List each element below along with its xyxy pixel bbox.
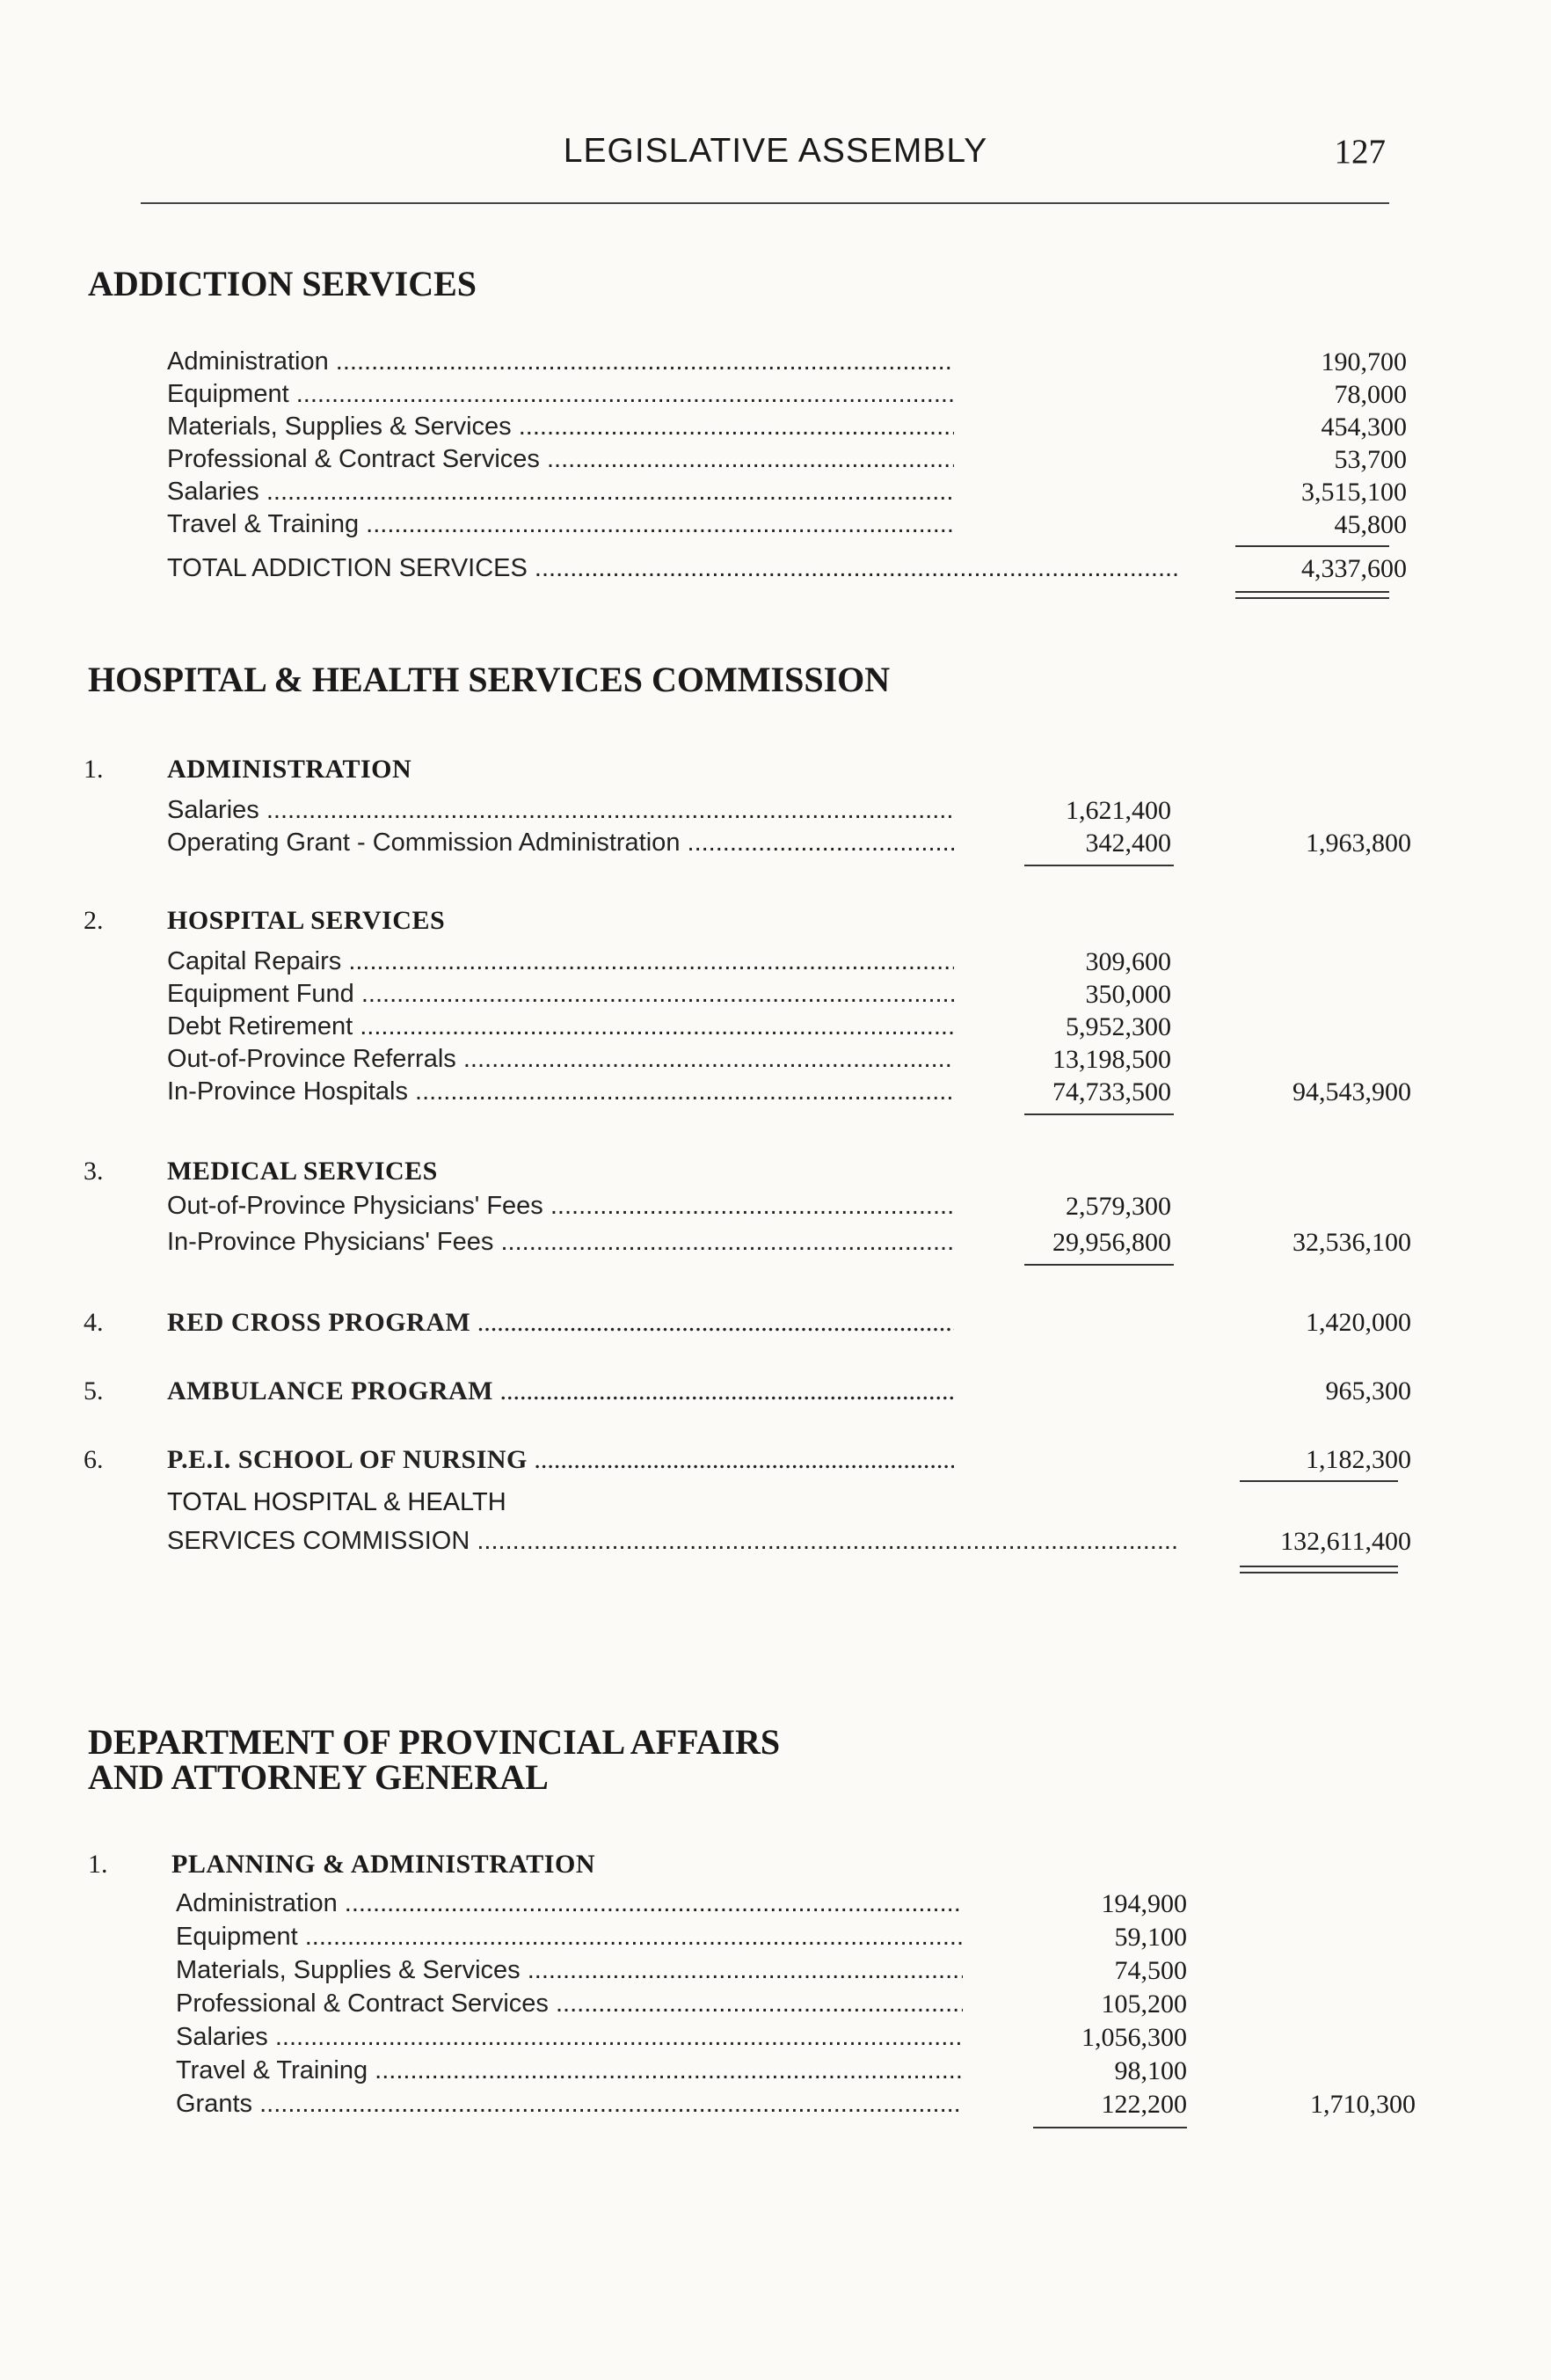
row-amount: 350,000: [1085, 980, 1171, 1009]
section-number: 6.: [84, 1445, 104, 1474]
row-amount: 74,733,500: [1052, 1077, 1171, 1106]
total-label: TOTAL ADDICTION SERVICES .....: [167, 554, 1178, 583]
addiction-row: [167, 412, 1407, 445]
subtotal-rule: [1024, 1264, 1174, 1266]
row-amount: 74,500: [1114, 1956, 1187, 1985]
subtotal-rule: [1033, 2127, 1187, 2128]
header-rule: [141, 202, 1389, 204]
row-amount: 190,700: [1321, 347, 1407, 376]
subtotal-rule: [1024, 1113, 1174, 1115]
section-subtotal: 1,963,800: [1306, 829, 1411, 858]
provincial-row: [176, 2023, 1407, 2055]
provincial-row: [176, 1889, 1407, 1922]
row-amount: 342,400: [1085, 829, 1171, 858]
section-name: AMBULANCE PROGRAM: [167, 1376, 493, 1405]
addiction-row: [167, 380, 1407, 412]
row-label: Materials, Supplies & Services .....: [176, 1956, 963, 1985]
hospital-program-row: [84, 1445, 1411, 1478]
running-title: LEGISLATIVE ASSEMBLY: [563, 132, 988, 170]
section-subtotal: 1,182,300: [1306, 1445, 1411, 1474]
section-heading: [88, 1850, 595, 1880]
section-number: 4.: [84, 1308, 104, 1337]
section-number: 2.: [84, 906, 104, 935]
provincial-row: [176, 1989, 1407, 2022]
page-number: 127: [1334, 133, 1386, 171]
row-amount: 105,200: [1101, 1989, 1187, 2019]
provincial-title-1: DEPARTMENT OF PROVINCIAL AFFAIRS: [88, 1722, 781, 1762]
section-subtotal: 94,543,900: [1292, 1077, 1411, 1106]
hospital-total-label-1: TOTAL HOSPITAL & HEALTH: [167, 1488, 506, 1516]
provincial-row: [176, 1923, 1407, 1955]
row-label: Salaries .....: [167, 478, 954, 507]
addiction-total-row: [167, 554, 1407, 587]
addiction-row: [167, 445, 1407, 478]
total-double-rule: [1235, 591, 1389, 599]
hospital-row: [167, 1077, 1411, 1110]
subtotal-rule: [1240, 1480, 1398, 1482]
total-amount: 4,337,600: [1301, 554, 1407, 583]
row-amount: 194,900: [1101, 1889, 1187, 1918]
hospital-program-row: [84, 1308, 1411, 1340]
row-label: Professional & Contract Services .....: [167, 445, 954, 474]
hospital-total-row: [167, 1527, 1411, 1559]
row-label: [84, 1445, 954, 1475]
subtotal-rule: [1235, 545, 1389, 547]
row-amount: 13,198,500: [1052, 1045, 1171, 1074]
row-label: Travel & Training .....: [167, 510, 954, 539]
hospital-row: [167, 1192, 1398, 1224]
hospital-row: [167, 1012, 1398, 1045]
section-name: ADMINISTRATION: [167, 755, 412, 784]
row-label: In-Province Physicians' Fees .....: [167, 1228, 954, 1257]
addiction-row: [167, 347, 1407, 380]
row-amount: 1,621,400: [1066, 796, 1171, 825]
row-label: Equipment Fund .....: [167, 980, 954, 1009]
row-label: Capital Repairs .....: [167, 947, 954, 976]
section-name: MEDICAL SERVICES: [167, 1157, 438, 1186]
row-amount: 2,579,300: [1066, 1192, 1171, 1221]
page-header: [0, 132, 1551, 181]
section-number: 1.: [88, 1850, 108, 1879]
hospital-row: [167, 796, 1398, 829]
row-label: [84, 1376, 954, 1406]
row-amount: 45,800: [1334, 510, 1407, 539]
row-label: Travel & Training .....: [176, 2056, 963, 2085]
row-amount: 98,100: [1114, 2056, 1187, 2085]
row-label: Administration .....: [167, 347, 954, 376]
total-double-rule: [1240, 1566, 1398, 1573]
addiction-row: [167, 510, 1407, 543]
row-amount: 122,200: [1101, 2090, 1187, 2119]
row-amount: 309,600: [1085, 947, 1171, 976]
hospital-row: [167, 1228, 1411, 1260]
section-subtotal: 965,300: [1325, 1376, 1411, 1405]
row-label: Out-of-Province Physicians' Fees .....: [167, 1192, 954, 1221]
provincial-row: [176, 2090, 1416, 2122]
row-label: Debt Retirement .....: [167, 1012, 954, 1041]
section-name: P.E.I. SCHOOL OF NURSING: [167, 1445, 528, 1474]
section-subtotal: 1,710,300: [1310, 2090, 1416, 2119]
row-label: Grants .....: [176, 2090, 963, 2119]
hospital-program-row: [84, 1376, 1411, 1409]
section-subtotal: 1,420,000: [1306, 1308, 1411, 1337]
section-subtotal: 32,536,100: [1292, 1228, 1411, 1257]
hospital-row: [167, 1045, 1398, 1077]
provincial-row: [176, 1956, 1407, 1989]
row-label: Salaries .....: [176, 2023, 963, 2052]
section-name: RED CROSS PROGRAM: [167, 1308, 471, 1337]
section-heading: [84, 1157, 438, 1186]
section-number: 1.: [84, 755, 104, 784]
row-label: Professional & Contract Services .....: [176, 1989, 963, 2019]
row-amount: 1,056,300: [1081, 2023, 1187, 2052]
row-label: Equipment .....: [176, 1923, 963, 1952]
total-label: SERVICES COMMISSION .....: [167, 1527, 1178, 1556]
row-label: Equipment .....: [167, 380, 954, 409]
row-label: [84, 1308, 954, 1338]
row-amount: 59,100: [1114, 1923, 1187, 1952]
section-heading: [84, 755, 411, 785]
row-amount: 5,952,300: [1066, 1012, 1171, 1041]
section-number: 3.: [84, 1157, 104, 1186]
hospital-row: [167, 829, 1411, 861]
row-label: Out-of-Province Referrals .....: [167, 1045, 954, 1074]
row-label: Materials, Supplies & Services .....: [167, 412, 954, 442]
row-label: Administration .....: [176, 1889, 963, 1918]
row-amount: 454,300: [1321, 412, 1407, 442]
row-label: Salaries .....: [167, 796, 954, 825]
row-amount: 3,515,100: [1301, 478, 1407, 507]
provincial-title-2: AND ATTORNEY GENERAL: [88, 1757, 549, 1797]
row-label: In-Province Hospitals .....: [167, 1077, 954, 1106]
row-amount: 53,700: [1334, 445, 1407, 474]
row-amount: 78,000: [1334, 380, 1407, 409]
total-amount: 132,611,400: [1280, 1527, 1411, 1556]
section-heading: [84, 906, 445, 936]
row-amount: 29,956,800: [1052, 1228, 1171, 1257]
row-label: Operating Grant - Commission Administration .....: [167, 829, 954, 858]
hospital-row: [167, 947, 1398, 980]
addiction-row: [167, 478, 1407, 510]
hospital-title: HOSPITAL & HEALTH SERVICES COMMISSION: [88, 660, 891, 699]
section-name: HOSPITAL SERVICES: [167, 906, 446, 935]
provincial-row: [176, 2056, 1407, 2089]
subtotal-rule: [1024, 865, 1174, 866]
section-number: 5.: [84, 1376, 104, 1405]
hospital-row: [167, 980, 1398, 1012]
addiction-title: ADDICTION SERVICES: [88, 264, 477, 303]
section-name: PLANNING & ADMINISTRATION: [171, 1850, 595, 1879]
